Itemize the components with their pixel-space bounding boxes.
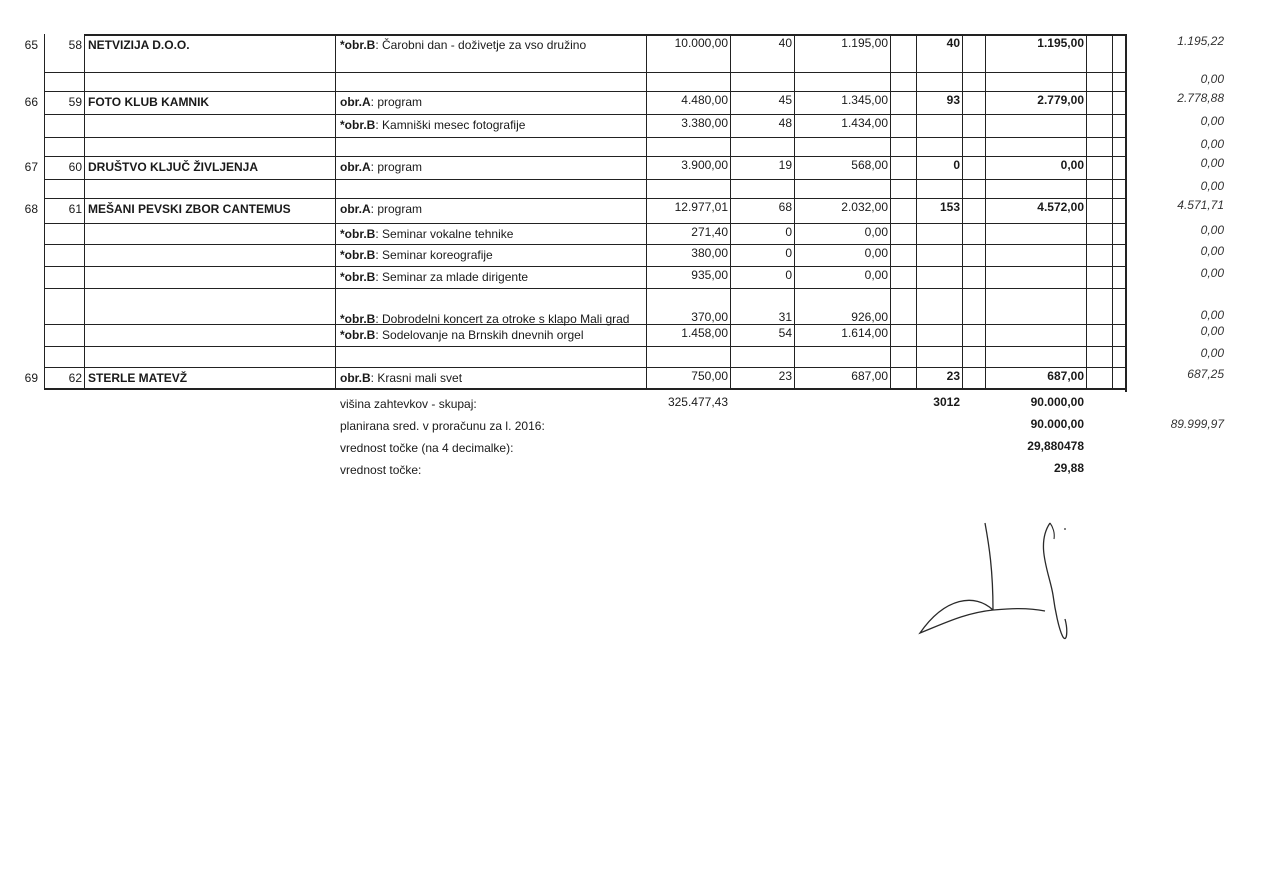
program-title: : Seminar vokalne tehnike [375,227,514,241]
cell-idx [18,118,40,134]
cell-tot-pts [918,310,962,326]
grid-column-divider [1086,34,1087,390]
cell-tot-pts: 153 [939,200,960,214]
point-value-4-label: vrednost točke (na 4 decimalke): [340,441,514,455]
cell-right: 0,00 [1200,308,1224,322]
cell-amt [796,74,890,90]
grid-column-divider [335,34,336,390]
cell-req: 12.977,01 [674,200,728,214]
program-title: : Seminar za mlade dirigente [375,270,529,284]
grid-column-divider [985,34,986,390]
cell-description [338,38,646,54]
cell-num [44,76,84,92]
cell-right: 0,00 [1200,137,1224,151]
cell-right: 0,00 [1200,223,1224,237]
cell-name [86,248,332,264]
cell-pts: 19 [778,158,792,172]
cell-idx: 69 [24,371,38,385]
grid-top-border [84,34,1127,36]
cell-tot-pts: 0 [953,158,960,172]
grid-column-divider [730,34,731,390]
cell-tot-amt [988,225,1086,241]
total-requests-label: višina zahtevkov - skupaj: [340,397,477,411]
cell-name [86,270,332,286]
cell-right: 0,00 [1200,324,1224,338]
grid-column-divider [890,34,891,390]
program-title: : program [370,202,423,216]
cell-tot-pts [918,139,962,155]
cell-name [86,183,332,199]
cell-tot-amt [988,181,1086,197]
program-type: obr.B [344,118,376,132]
cell-tot-pts [918,116,962,132]
program-title: : program [370,160,423,174]
cell-num [44,270,84,286]
cell-right: 2.778,88 [1177,91,1224,105]
cell-description [338,202,646,218]
cell-amt: 2.032,00 [841,200,888,214]
cell-req [648,139,730,155]
cell-right: 0,00 [1200,266,1224,280]
cell-num: 60 [68,160,82,174]
cell-pts: 0 [785,268,792,282]
cell-num: 59 [68,95,82,109]
cell-tot-amt [988,326,1086,342]
program-star: * [340,312,345,326]
budget-right-value: 89.999,97 [1170,417,1224,431]
cell-description [338,183,646,199]
cell-req: 750,00 [691,369,728,383]
program-star: * [340,38,345,52]
cell-description [338,76,646,92]
cell-amt [796,181,890,197]
program-title: : Seminar koreografije [375,248,493,262]
cell-tot-amt: 4.572,00 [1037,200,1084,214]
cell-idx [18,183,40,199]
cell-idx: 66 [24,95,38,109]
cell-amt: 687,00 [851,369,888,383]
grid-row-divider [44,367,1126,368]
cell-pts [732,181,794,197]
cell-tot-pts [918,326,962,342]
cell-idx [18,141,40,157]
total-requests-value: 325.477,43 [667,395,728,409]
cell-num [44,328,84,344]
cell-name: MEŠANI PEVSKI ZBOR CANTEMUS [88,202,291,216]
grid-row-divider [44,179,1126,180]
cell-pts: 45 [778,93,792,107]
cell-tot-pts: 23 [946,369,960,383]
cell-pts [732,348,794,364]
cell-req [648,74,730,90]
cell-name [86,227,332,243]
cell-req: 271,40 [691,225,728,239]
grid-column-divider [84,34,85,390]
cell-right: 4.571,71 [1177,198,1224,212]
cell-amt: 0,00 [864,268,888,282]
cell-pts: 0 [785,246,792,260]
grid-bottom-border [44,388,1127,390]
cell-pts: 40 [778,36,792,50]
cell-req: 10.000,00 [674,36,728,50]
point-value-4: 29,880478 [1027,439,1084,453]
grid-right-border [1125,34,1127,392]
cell-tot-amt: 687,00 [1047,369,1084,383]
program-type: obr.B [340,371,371,385]
budget-value: 90.000,00 [1030,417,1084,431]
cell-right: 0,00 [1200,346,1224,360]
cell-tot-amt: 1.195,00 [1037,36,1084,50]
cell-description [338,118,646,134]
grid-row-divider [44,114,1126,115]
cell-description [338,270,646,286]
program-type: obr.A [340,95,371,109]
cell-req: 380,00 [691,246,728,260]
cell-tot-pts: 93 [946,93,960,107]
cell-tot-pts [918,225,962,241]
grid-column-divider [794,34,795,390]
cell-amt: 0,00 [864,246,888,260]
cell-description [338,227,646,243]
cell-pts: 0 [785,225,792,239]
program-type: obr.A [340,160,371,174]
program-title: : Dobrodelni koncert za otroke s klapo Mali grad [375,312,630,326]
grid-row-divider [44,72,1126,73]
grid-row-divider [44,137,1126,138]
cell-name: NETVIZIJA D.O.O. [88,38,190,52]
grid-row-divider [44,288,1126,289]
program-type: obr.A [340,202,371,216]
cell-idx [18,328,40,344]
cell-tot-amt [988,116,1086,132]
cell-num [44,118,84,134]
cell-tot-pts [918,181,962,197]
cell-name [86,328,332,344]
cell-tot-amt [988,74,1086,90]
program-title: : Čarobni dan - doživetje za vso družino [375,38,587,52]
cell-description [338,312,646,328]
cell-pts [732,139,794,155]
cell-description [338,371,646,387]
cell-right: 0,00 [1200,244,1224,258]
program-title: : Sodelovanje na Brnskih dnevnih orgel [375,328,584,342]
grid-column-divider [962,34,963,390]
program-type: obr.B [344,227,376,241]
cell-right: 0,00 [1200,72,1224,86]
grid-row-divider [44,244,1126,245]
cell-pts: 31 [778,310,792,324]
cell-name [86,312,332,328]
cell-tot-amt: 2.779,00 [1037,93,1084,107]
cell-num: 61 [68,202,82,216]
cell-name [86,118,332,134]
cell-num: 62 [68,371,82,385]
cell-name: STERLE MATEVŽ [88,371,188,385]
cell-req: 3.900,00 [681,158,728,172]
cell-idx: 65 [24,38,38,52]
cell-tot-amt [988,348,1086,364]
cell-idx [18,350,40,366]
cell-idx [18,76,40,92]
budget-label: planirana sred. v proračunu za l. 2016: [340,419,545,433]
program-star: * [340,248,345,262]
cell-req: 935,00 [691,268,728,282]
program-type: obr.B [344,328,376,342]
cell-tot-amt [988,310,1086,326]
cell-amt: 568,00 [851,158,888,172]
cell-amt [796,348,890,364]
cell-req: 1.458,00 [681,326,728,340]
grid-row-divider [44,223,1126,224]
cell-tot-pts [918,74,962,90]
cell-right: 0,00 [1200,156,1224,170]
program-star: * [340,328,345,342]
grid-row-divider [44,346,1126,347]
cell-description [338,248,646,264]
program-star: * [340,270,345,284]
cell-req: 370,00 [691,310,728,324]
cell-amt: 1.434,00 [841,116,888,130]
cell-right: 0,00 [1200,179,1224,193]
program-type: obr.B [344,38,376,52]
grid-column-divider [916,34,917,390]
cell-amt [796,139,890,155]
cell-pts: 68 [778,200,792,214]
cell-description [338,95,646,111]
cell-num [44,312,84,328]
cell-name: FOTO KLUB KAMNIK [88,95,210,109]
cell-idx: 67 [24,160,38,174]
cell-name [86,141,332,157]
cell-pts [732,74,794,90]
cell-tot-pts [918,348,962,364]
cell-num: 58 [68,38,82,52]
cell-req: 3.380,00 [681,116,728,130]
program-star: * [340,118,345,132]
cell-req [648,348,730,364]
cell-num [44,350,84,366]
total-amount-value: 90.000,00 [1030,395,1084,409]
handwritten-signature-icon [905,515,1075,650]
point-value-label: vrednost točke: [340,463,422,477]
cell-name [86,76,332,92]
cell-amt: 1.614,00 [841,326,888,340]
cell-num [44,183,84,199]
cell-tot-pts [918,246,962,262]
program-title: : Krasni mali svet [370,371,463,385]
program-title: : program [370,95,423,109]
cell-idx [18,270,40,286]
cell-name: DRUŠTVO KLJUČ ŽIVLJENJA [88,160,259,174]
cell-amt: 1.345,00 [841,93,888,107]
grid-row-divider [44,266,1126,267]
cell-tot-amt [988,139,1086,155]
cell-amt: 926,00 [851,310,888,324]
cell-description [338,160,646,176]
cell-num [44,227,84,243]
cell-req [648,181,730,197]
cell-amt: 1.195,00 [841,36,888,50]
program-type: obr.B [344,270,376,284]
total-points-value: 3012 [933,395,960,409]
cell-right: 687,25 [1187,367,1224,381]
cell-num [44,248,84,264]
cell-tot-amt [988,268,1086,284]
cell-pts: 54 [778,326,792,340]
cell-name [86,350,332,366]
program-type: obr.B [344,312,376,326]
cell-description [338,328,646,344]
program-type: obr.B [344,248,376,262]
cell-right: 1.195,22 [1177,34,1224,48]
cell-tot-amt [988,246,1086,262]
cell-tot-amt: 0,00 [1060,158,1084,172]
cell-num [44,141,84,157]
grid-column-divider [1112,34,1113,390]
cell-tot-pts: 40 [946,36,960,50]
grid-column-divider [646,34,647,390]
cell-req: 4.480,00 [681,93,728,107]
cell-idx [18,248,40,264]
cell-pts: 48 [778,116,792,130]
cell-idx: 68 [24,202,38,216]
cell-description [338,141,646,157]
cell-description [338,350,646,366]
program-star: * [340,227,345,241]
cell-right: 0,00 [1200,114,1224,128]
cell-idx [18,227,40,243]
cell-amt: 0,00 [864,225,888,239]
cell-idx [18,312,40,328]
cell-tot-pts [918,268,962,284]
cell-pts: 23 [778,369,792,383]
point-value: 29,88 [1053,461,1084,475]
program-title: : Kamniški mesec fotografije [375,118,526,132]
